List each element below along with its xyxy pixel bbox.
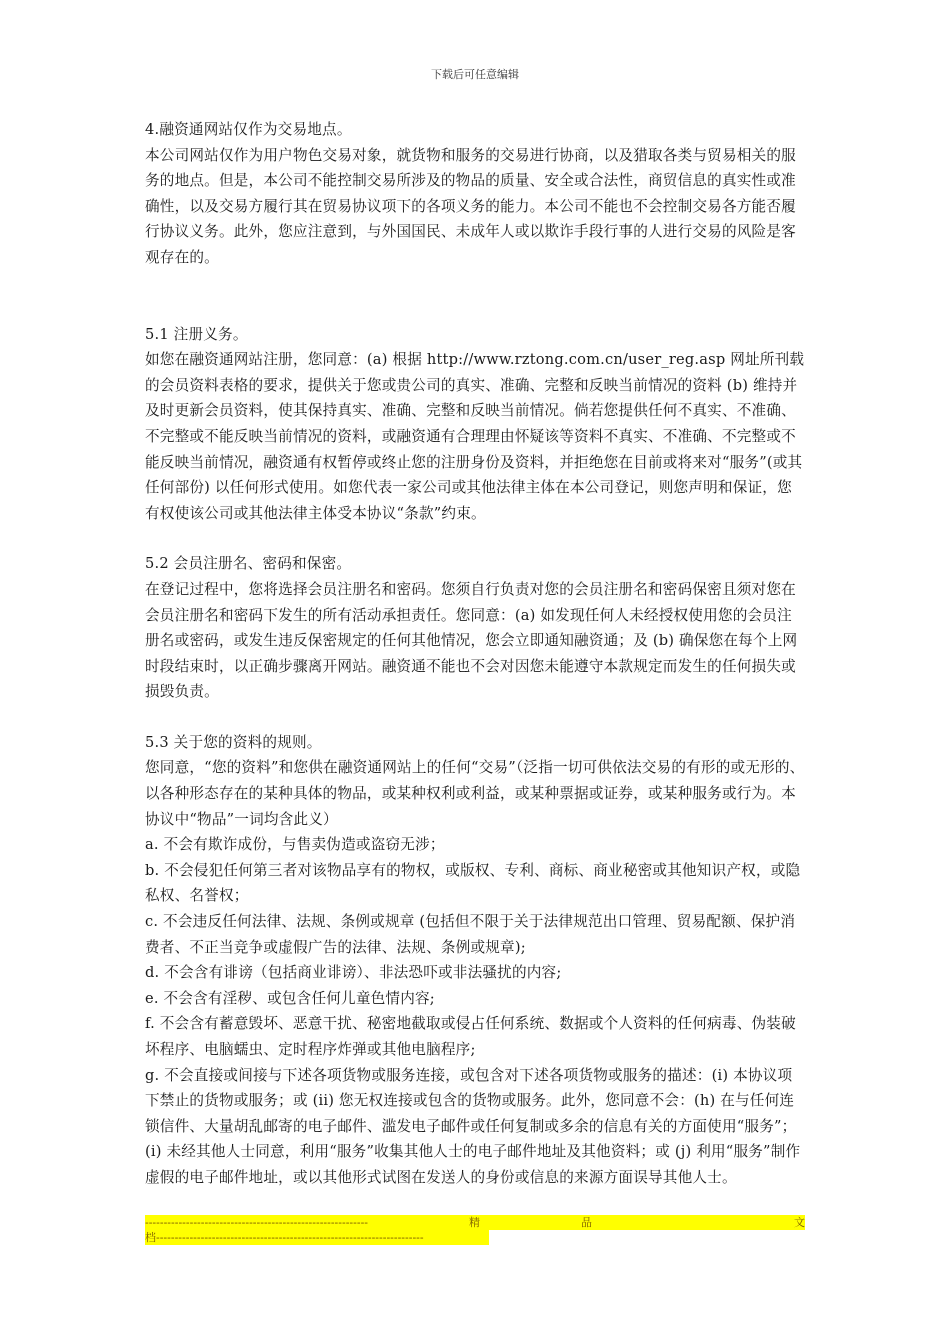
list-item: g. 不会直接或间接与下述各项货物或服务连接，或包含对下述各项货物或服务的描述：(i) 本协议项下禁止的货物或服务；或 (ii) 您无权连接或包含的货物或服务。此外，您同意不会：(h) 在与任何连锁信件、大量胡乱邮寄的电子邮件、滥发电子邮件或任何复制或多余的信息有关的方面使用“服务”；(i) 未经其他人士同意，利用“服务”收集其他人士的电子邮件地址及其他资料；或 (j) 利用“服务”制作虚假的电子邮件地址，或以其他形式试图在发送人的身份或信息的来源方面误导其他人士。 — [145, 1066, 801, 1186]
page-header: 下载后可任意编辑 — [431, 68, 519, 81]
footer-char: 文 — [793, 1216, 805, 1229]
section-title: 5.3 关于您的资料的规则。 — [145, 733, 322, 751]
list-item: c. 不会违反任何法律、法规、条例或规章 (包括但不限于关于法律规范出口管理、贸易配额、保护消费者、不正当竞争或虚假广告的法律、法规、条例或规章); — [145, 913, 796, 956]
footer-char: 精 — [469, 1216, 480, 1229]
section-title: 5.1 注册义务。 — [145, 325, 248, 343]
section-title: 5.2 会员注册名、密码和保密。 — [145, 555, 352, 573]
list-item: a. 不会有欺诈成份，与售卖伪造或盗窃无涉； — [145, 836, 445, 854]
document-body — [145, 117, 805, 1191]
footer-char: 品 — [580, 1216, 592, 1229]
section-title: 4.融资通网站仅作为交易地点。 — [145, 121, 352, 138]
paragraph: 在登记过程中，您将选择会员注册名和密码。您须自行负责对您的会员注册名和密码保密且须对您在会员注册名和密码下发生的所有活动承担责任。您同意：(a) 如发现任何人未经授权使用您的会员注册名或密码，或发生违反保密规定的任何其他情况，您会立即通知融资通；及 (b) 确保您在每个上网时段结束时，以正确步骤离开网站。融资通不能也不会对因您未能遵守本款规定而发生的任何损失或损毁负责。 — [145, 580, 798, 701]
footer-line-2: 档------------------------------------------------------------------------ — [145, 1230, 489, 1245]
list-item: f. 不会含有蓄意毁坏、恶意干扰、秘密地截取或侵占任何系统、数据或个人资料的任何病毒、伪装破坏程序、电脑蠕虫、定时程序炸弹或其他电脑程序; — [145, 1015, 796, 1058]
paragraph: 如您在融资通网站注册，您同意：(a) 根据 http://www.rztong.com.cn/user_reg.asp 网址所刊载的会员资料表格的要求，提供关于您或贵公司的真实、准确、完整和反映当前情况的资料 (b) 维持并及时更新会员资料，使其保持真实、准确、完整和反映当前情况。倘若您提供任何不真实、不准确、不完整或不能反映当前情况的资料，或融资通有合理理由怀疑该等资料不真实、不准确、不完整或不能反映当前情况，融资通有权暂停或终止您的注册身份及资料，并拒绝您在目前或将来对“服务”(或其任何部份) 以任何形式使用。如您代表一家公司或其他法律主体在本公司登记，则您声明和保证，您有权使该公司或其他法律主体受本协议“条款”约束。 — [145, 351, 805, 522]
paragraph: 您同意，“您的资料”和您供在融资通网站上的任何“交易”（泛指一切可供依法交易的有形的或无形的、以各种形态存在的某种具体的物品，或某种权利或利益，或某种票据或证券，或某种服务或行为。本协议中“物品”一词均含此义） — [145, 759, 805, 828]
list-item: d. 不会含有诽谤（包括商业诽谤）、非法恐吓或非法骚扰的内容; — [145, 964, 562, 982]
page-footer-watermark — [145, 1215, 805, 1249]
list-item: b. 不会侵犯任何第三者对该物品享有的物权，或版权、专利、商标、商业秘密或其他知识产权，或隐私权、名誉权； — [145, 861, 801, 905]
footer-line-1 — [145, 1215, 805, 1230]
list-item: e. 不会含有淫秽、或包含任何儿童色情内容; — [145, 989, 435, 1007]
paragraph: 本公司网站仅作为用户物色交易对象，就货物和服务的交易进行协商，以及猎取各类与贸易相关的服务的地点。但是，本公司不能控制交易所涉及的物品的质量、安全或合法性，商贸信息的真实性或准确性，以及交易方履行其在贸易协议项下的各项义务的能力。本公司不能也不会控制交易各方能否履行协议义务。此外，您应注意到，与外国国民、未成年人或以欺诈手段行事的人进行交易的风险是客观存在的。 — [145, 146, 796, 266]
footer-dashes: ------------------------------------------------------------ — [145, 1216, 369, 1229]
